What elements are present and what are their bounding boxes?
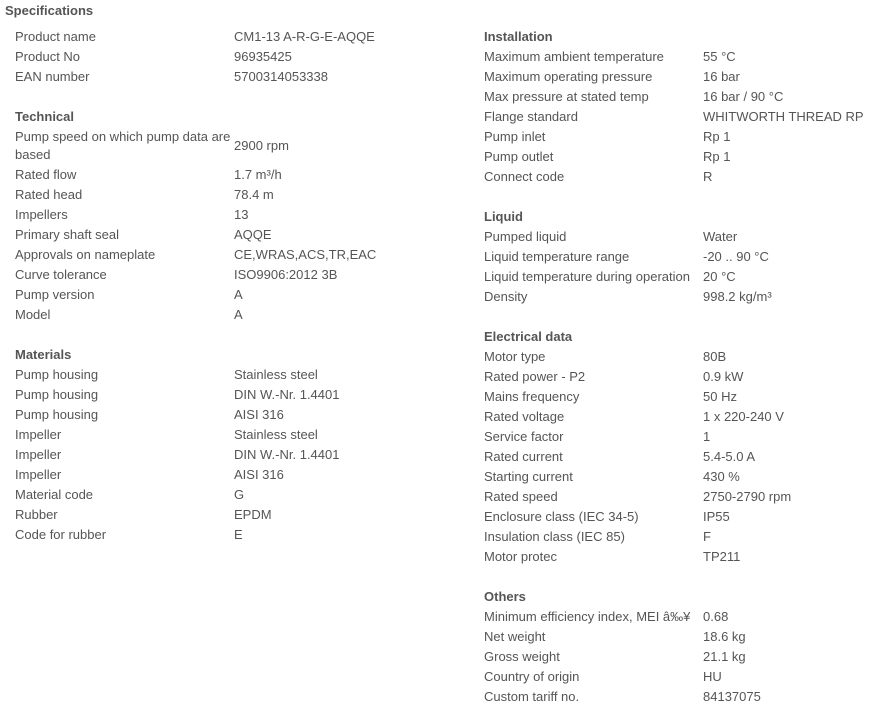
spec-value: Rp 1	[703, 149, 731, 164]
spec-row	[484, 647, 761, 667]
spec-value: 21.1 kg	[703, 649, 746, 664]
spec-row	[484, 167, 864, 187]
spec-value: 0.9 kW	[703, 369, 744, 384]
spec-row	[484, 267, 772, 287]
spec-label: Connect code	[484, 169, 565, 184]
spec-row	[15, 205, 376, 225]
spec-value: 13	[234, 207, 249, 222]
spec-value: R	[703, 169, 713, 184]
spec-label: Country of origin	[484, 669, 580, 684]
spec-row	[484, 107, 864, 127]
spec-row	[484, 627, 761, 647]
spec-value: 1.7 m³/h	[234, 167, 282, 182]
spec-row	[15, 505, 339, 525]
spec-label: Maximum ambient temperature	[484, 49, 664, 64]
spec-label: Starting current	[484, 469, 573, 484]
spec-label: Liquid temperature during operation	[484, 269, 690, 284]
spec-value: CM1-13 A-R-G-E-AQQE	[234, 29, 375, 44]
spec-value: 998.2 kg/m³	[703, 289, 772, 304]
spec-label: Approvals on nameplate	[15, 247, 156, 262]
spec-value: CE,WRAS,ACS,TR,EAC	[234, 247, 377, 262]
spec-value: Stainless steel	[234, 367, 318, 382]
spec-label: Mains frequency	[484, 389, 580, 404]
spec-row	[15, 225, 376, 245]
spec-value: F	[703, 529, 711, 544]
spec-label: Custom tariff no.	[484, 689, 580, 704]
spec-value: 1 x 220-240 V	[703, 409, 784, 424]
spec-value: Stainless steel	[234, 427, 318, 442]
spec-value: 55 °C	[703, 49, 736, 64]
spec-value: Water	[703, 229, 738, 244]
section-title: Installation	[484, 29, 553, 44]
section-title: Technical	[15, 109, 75, 124]
spec-row	[484, 247, 772, 267]
spec-label: Primary shaft seal	[15, 227, 120, 242]
spec-table-electrical	[484, 347, 791, 567]
spec-table-installation	[484, 47, 864, 187]
spec-row	[15, 245, 376, 265]
spec-row	[484, 467, 791, 487]
spec-value: 430 %	[703, 469, 740, 484]
spec-value: ISO9906:2012 3B	[234, 267, 338, 282]
section-liquid	[484, 207, 864, 307]
spec-label: Rated head	[15, 187, 83, 202]
section-others	[484, 587, 864, 707]
spec-label: Product name	[15, 29, 96, 44]
spec-value: 2900 rpm	[234, 138, 289, 153]
spec-label: Pump housing	[15, 367, 99, 382]
spec-label: Pump version	[15, 287, 95, 302]
spec-table-others	[484, 607, 761, 707]
spec-value: HU	[703, 669, 722, 684]
spec-label: Curve tolerance	[15, 267, 107, 282]
spec-row	[484, 667, 761, 687]
spec-value: 78.4 m	[234, 187, 274, 202]
spec-row	[15, 265, 376, 285]
spec-value: 18.6 kg	[703, 629, 746, 644]
spec-row	[484, 387, 791, 407]
spec-value: 0.68	[703, 609, 729, 624]
spec-label: Motor type	[484, 349, 546, 364]
spec-label: Pump housing	[15, 387, 99, 402]
spec-value: 16 bar / 90 °C	[703, 89, 784, 104]
spec-row	[484, 427, 791, 447]
spec-row	[484, 527, 791, 547]
spec-table-liquid	[484, 227, 772, 307]
spec-value: IP55	[703, 509, 730, 524]
spec-label: Code for rubber	[15, 527, 107, 542]
spec-label: Density	[484, 289, 528, 304]
section-technical	[15, 107, 455, 325]
spec-row	[15, 525, 339, 545]
spec-row	[484, 127, 864, 147]
section-title: Others	[484, 589, 526, 604]
spec-value: Rp 1	[703, 129, 731, 144]
section-title: Liquid	[484, 209, 523, 224]
spec-label: Gross weight	[484, 649, 560, 664]
spec-label: Max pressure at stated temp	[484, 89, 649, 104]
spec-row	[484, 227, 772, 247]
spec-table-product	[15, 27, 375, 87]
spec-row	[15, 365, 339, 385]
spec-row	[15, 165, 376, 185]
spec-row	[15, 445, 339, 465]
spec-label: Enclosure class (IEC 34-5)	[484, 509, 639, 524]
spec-row	[15, 385, 339, 405]
spec-value: 16 bar	[703, 69, 740, 84]
left-column	[15, 27, 455, 565]
spec-value: WHITWORTH THREAD RP	[703, 109, 864, 124]
spec-value: 96935425	[234, 49, 292, 64]
spec-label: Rated voltage	[484, 409, 565, 424]
spec-value: 50 Hz	[703, 389, 737, 404]
spec-value: 2750-2790 rpm	[703, 489, 792, 504]
spec-label: Motor protec	[484, 549, 557, 564]
spec-value: 80B	[703, 349, 727, 364]
spec-row	[484, 487, 791, 507]
spec-row	[484, 147, 864, 167]
spec-row	[484, 407, 791, 427]
section-installation	[484, 27, 864, 187]
spec-value: EPDM	[234, 507, 272, 522]
spec-value: TP211	[703, 549, 741, 564]
spec-value: 84137075	[703, 689, 761, 704]
spec-value: 5.4-5.0 A	[703, 449, 756, 464]
spec-row	[484, 367, 791, 387]
spec-row	[15, 47, 375, 67]
spec-label: Impellers	[15, 207, 68, 222]
spec-row	[484, 87, 864, 107]
section-title: Materials	[15, 347, 72, 362]
spec-value: AISI 316	[234, 407, 284, 422]
spec-label: Net weight	[484, 629, 546, 644]
spec-label: Insulation class (IEC 85)	[484, 529, 625, 544]
spec-label: Maximum operating pressure	[484, 69, 653, 84]
section-product	[15, 27, 455, 87]
spec-row	[15, 127, 376, 165]
spec-value: 5700314053338	[234, 69, 328, 84]
spec-label: Pump outlet	[484, 149, 554, 164]
spec-value: -20 .. 90 °C	[703, 249, 769, 264]
spec-row	[484, 547, 791, 567]
spec-label: Pump housing	[15, 407, 99, 422]
spec-value: 20 °C	[703, 269, 736, 284]
spec-row	[15, 185, 376, 205]
spec-row	[484, 347, 791, 367]
spec-label: Rated power - P2	[484, 369, 586, 384]
spec-value: DIN W.-Nr. 1.4401	[234, 447, 340, 462]
spec-row	[15, 27, 375, 47]
spec-value: A	[234, 307, 243, 322]
spec-row	[484, 287, 772, 307]
spec-row	[15, 305, 376, 325]
spec-row	[15, 465, 339, 485]
spec-label: Impeller	[15, 427, 62, 442]
spec-label: Service factor	[484, 429, 564, 444]
spec-label: Flange standard	[484, 109, 578, 124]
spec-value: 1	[703, 429, 711, 444]
spec-label: Rubber	[15, 507, 58, 522]
spec-value: A	[234, 287, 243, 302]
spec-value: DIN W.-Nr. 1.4401	[234, 387, 340, 402]
spec-label: Material code	[15, 487, 94, 502]
spec-label: Model	[15, 307, 51, 322]
section-title: Electrical data	[484, 329, 573, 344]
spec-value: E	[234, 527, 243, 542]
section-materials	[15, 345, 455, 545]
spec-label: Product No	[15, 49, 81, 64]
spec-label: Impeller	[15, 447, 62, 462]
spec-row	[15, 405, 339, 425]
spec-label: Rated flow	[15, 167, 77, 182]
spec-row	[15, 67, 375, 87]
spec-value: AISI 316	[234, 467, 284, 482]
spec-row	[484, 447, 791, 467]
spec-table-technical	[15, 127, 376, 325]
spec-row	[484, 67, 864, 87]
spec-label: Pumped liquid	[484, 229, 567, 244]
spec-label: Pump inlet	[484, 129, 546, 144]
spec-label: EAN number	[15, 69, 90, 84]
spec-label: Impeller	[15, 467, 62, 482]
spec-row	[484, 607, 761, 627]
page-title: Specifications	[5, 3, 94, 18]
spec-row	[15, 485, 339, 505]
spec-row	[15, 425, 339, 445]
right-column	[484, 27, 864, 727]
spec-row	[484, 687, 761, 707]
spec-value: G	[234, 487, 245, 502]
spec-label: Rated current	[484, 449, 563, 464]
spec-label: Liquid temperature range	[484, 249, 630, 264]
spec-label: Minimum efficiency index, MEI â‰¥	[484, 609, 691, 624]
section-electrical	[484, 327, 864, 567]
spec-label: Rated speed	[484, 489, 558, 504]
spec-row	[15, 285, 376, 305]
spec-value: AQQE	[234, 227, 272, 242]
spec-label: Pump speed on which pump data are based	[15, 129, 231, 162]
spec-row	[484, 47, 864, 67]
spec-row	[484, 507, 791, 527]
spec-table-materials	[15, 365, 339, 545]
